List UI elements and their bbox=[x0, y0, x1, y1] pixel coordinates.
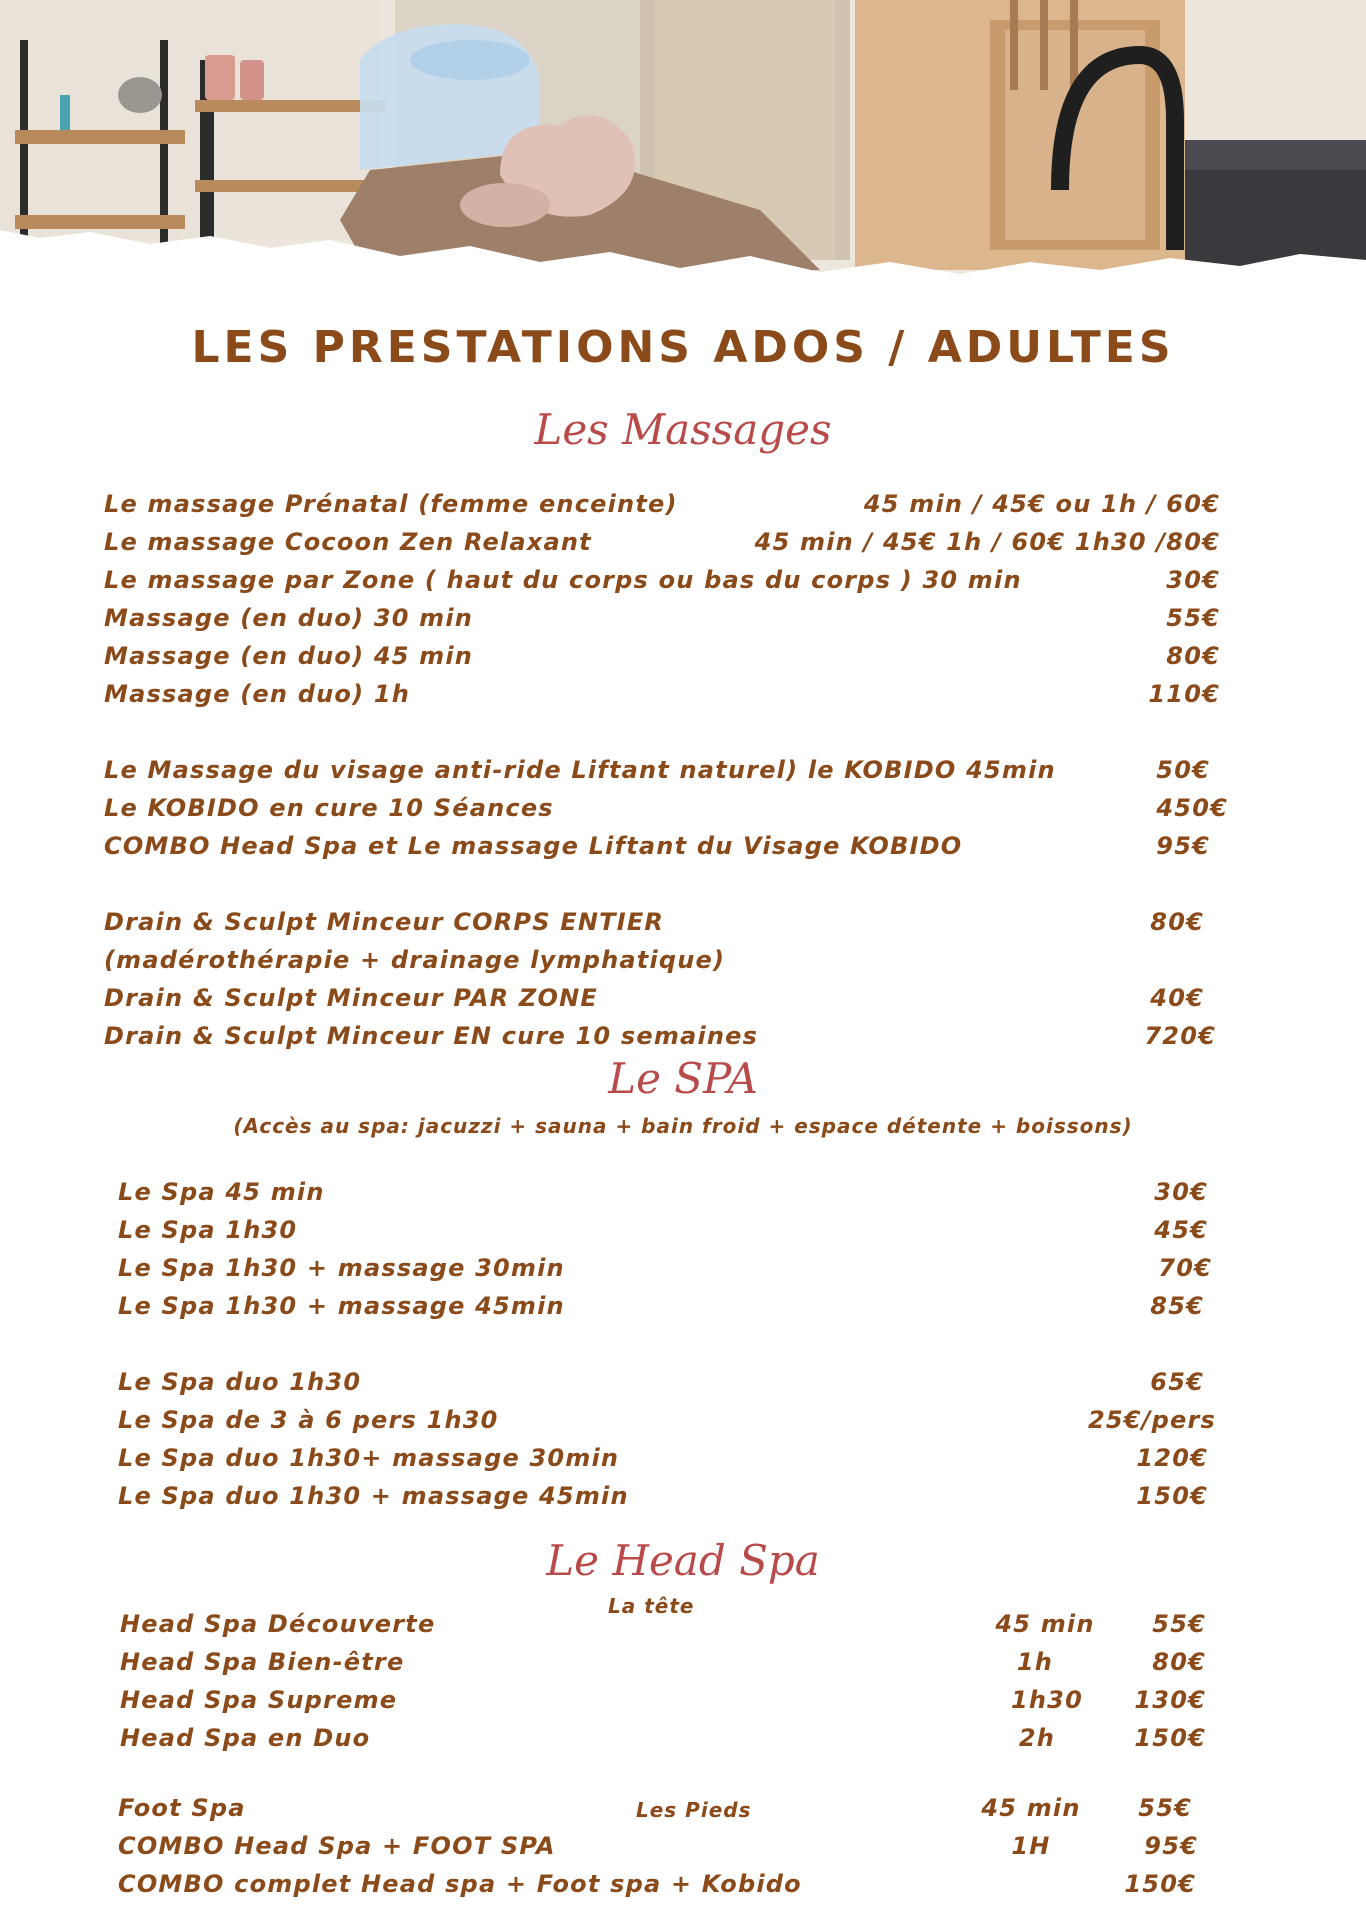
list-item bbox=[104, 600, 1220, 636]
list-item bbox=[104, 752, 1210, 788]
list-item bbox=[118, 1478, 1208, 1514]
list-item bbox=[118, 1866, 1196, 1902]
list-item bbox=[104, 562, 1220, 598]
item-price: 45€ bbox=[1154, 1216, 1208, 1244]
list-item bbox=[118, 1828, 1198, 1864]
item-label: Le massage Cocoon Zen Relaxant bbox=[104, 528, 592, 556]
item-label: Drain & Sculpt Minceur CORPS ENTIER bbox=[104, 908, 665, 936]
item-price: 45 min / 45€ ou 1h / 60€ bbox=[863, 490, 1220, 518]
massages-heading: Les Massages bbox=[534, 405, 832, 454]
list-item bbox=[118, 1250, 1212, 1286]
item-label: Le Spa de 3 à 6 pers 1h30 bbox=[118, 1406, 499, 1434]
item-price: 110€ bbox=[1148, 680, 1220, 708]
item-price: 720€ bbox=[1144, 1022, 1216, 1050]
item-price: 55€ bbox=[1166, 604, 1220, 632]
list-item bbox=[120, 1644, 1206, 1680]
list-item bbox=[118, 1402, 1216, 1438]
list-item bbox=[104, 1018, 1216, 1054]
headspa-heading: Le Head Spa bbox=[546, 1536, 820, 1585]
item-duration: 45 min bbox=[981, 1794, 1081, 1822]
item-label: COMBO complet Head spa + Foot spa + Kobido bbox=[118, 1870, 802, 1898]
item-label: COMBO Head Spa + FOOT SPA bbox=[118, 1832, 556, 1860]
spa-heading: Le SPA bbox=[608, 1054, 758, 1103]
item-label: Le KOBIDO en cure 10 Séances bbox=[104, 794, 554, 822]
item-label: Le Spa duo 1h30 + massage 45min bbox=[118, 1482, 629, 1510]
item-label: Head Spa Supreme bbox=[120, 1686, 398, 1714]
item-label: Le massage par Zone ( haut du corps ou bas du corps ) 30 min bbox=[104, 566, 1022, 594]
list-item bbox=[104, 676, 1220, 712]
item-price: 30€ bbox=[1154, 1178, 1208, 1206]
item-price: 50€ bbox=[1156, 756, 1210, 784]
item-label: Foot Spa bbox=[118, 1794, 246, 1822]
item-price: 70€ bbox=[1158, 1254, 1212, 1282]
list-item bbox=[104, 524, 1220, 560]
item-price: 55€ bbox=[1138, 1794, 1192, 1822]
spa-note: (Accès au spa: jacuzzi + sauna + bain froid + espace détente + boissons) bbox=[233, 1114, 1133, 1138]
item-price: 450€ bbox=[1156, 794, 1228, 822]
item-price: 80€ bbox=[1152, 1648, 1206, 1676]
list-item bbox=[104, 790, 1228, 826]
headspa-subtitle-head: La tête bbox=[608, 1594, 695, 1618]
item-price: 40€ bbox=[1150, 984, 1204, 1012]
item-duration: 1h bbox=[1016, 1648, 1054, 1676]
item-label: Massage (en duo) 30 min bbox=[104, 604, 474, 632]
item-price: 80€ bbox=[1150, 908, 1204, 936]
list-item bbox=[104, 828, 1210, 864]
item-label: COMBO Head Spa et Le massage Liftant du Visage KOBIDO bbox=[104, 832, 963, 860]
list-item bbox=[120, 1682, 1206, 1718]
item-price: 65€ bbox=[1150, 1368, 1204, 1396]
item-label: Le Spa duo 1h30 bbox=[118, 1368, 362, 1396]
page-title: LES PRESTATIONS ADOS / ADULTES bbox=[191, 322, 1175, 373]
list-item bbox=[118, 1212, 1208, 1248]
item-price: 80€ bbox=[1166, 642, 1220, 670]
item-price: 85€ bbox=[1150, 1292, 1204, 1320]
item-label: Le Spa 1h30 + massage 45min bbox=[118, 1292, 565, 1320]
item-label: Massage (en duo) 45 min bbox=[104, 642, 474, 670]
item-label: Head Spa Découverte bbox=[120, 1610, 436, 1638]
item-duration: 1h30 bbox=[1011, 1686, 1083, 1714]
item-price: 95€ bbox=[1144, 1832, 1198, 1860]
item-price: 120€ bbox=[1136, 1444, 1208, 1472]
item-duration: 2h bbox=[1018, 1724, 1056, 1752]
item-price: 45 min / 45€ 1h / 60€ 1h30 /80€ bbox=[754, 528, 1220, 556]
list-item bbox=[104, 638, 1220, 674]
item-price: 30€ bbox=[1166, 566, 1220, 594]
item-label: Le Spa 1h30 bbox=[118, 1216, 298, 1244]
item-label: Le Spa duo 1h30+ massage 30min bbox=[118, 1444, 620, 1472]
item-label: Massage (en duo) 1h bbox=[104, 680, 411, 708]
item-label: Le Spa 1h30 + massage 30min bbox=[118, 1254, 565, 1282]
item-label: Drain & Sculpt Minceur PAR ZONE bbox=[104, 984, 598, 1012]
item-price: 25€/pers bbox=[1087, 1406, 1216, 1434]
list-item bbox=[104, 980, 1204, 1016]
item-price: 150€ bbox=[1136, 1482, 1208, 1510]
item-duration: 1H bbox=[1011, 1832, 1051, 1860]
headspa-subtitle-feet: Les Pieds bbox=[636, 1798, 752, 1822]
list-item bbox=[120, 1720, 1206, 1756]
hero-photo bbox=[0, 0, 1366, 300]
item-label: Drain & Sculpt Minceur EN cure 10 semaines bbox=[104, 1022, 759, 1050]
list-item bbox=[104, 486, 1220, 522]
item-price: 95€ bbox=[1156, 832, 1210, 860]
list-item bbox=[118, 1440, 1208, 1476]
item-label: Le massage Prénatal (femme enceinte) bbox=[104, 490, 678, 518]
list-item bbox=[104, 942, 1204, 978]
item-label: Le Massage du visage anti-ride Liftant naturel) le KOBIDO 45min bbox=[104, 756, 1056, 784]
item-label: Head Spa en Duo bbox=[120, 1724, 371, 1752]
item-price: 55€ bbox=[1152, 1610, 1206, 1638]
list-item bbox=[104, 904, 1204, 940]
item-label: Le Spa 45 min bbox=[118, 1178, 325, 1206]
item-price: 150€ bbox=[1134, 1724, 1206, 1752]
list-item bbox=[120, 1606, 1206, 1642]
item-price: 130€ bbox=[1134, 1686, 1206, 1714]
list-item bbox=[118, 1364, 1204, 1400]
item-label: Head Spa Bien-être bbox=[120, 1648, 405, 1676]
list-item bbox=[118, 1174, 1208, 1210]
item-duration: 45 min bbox=[995, 1610, 1095, 1638]
list-item bbox=[118, 1288, 1204, 1324]
item-label: (madérothérapie + drainage lymphatique) bbox=[104, 946, 726, 974]
item-price: 150€ bbox=[1124, 1870, 1196, 1898]
